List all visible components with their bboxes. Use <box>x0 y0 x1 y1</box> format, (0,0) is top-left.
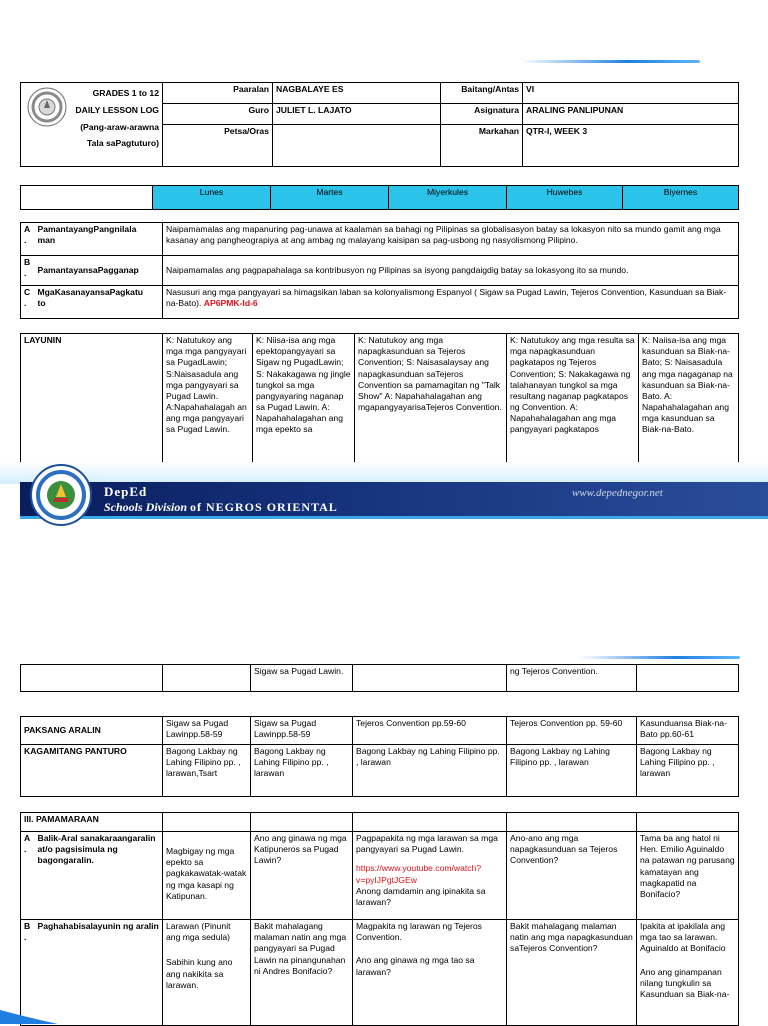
standard-b-letter: B . <box>21 256 35 286</box>
kagamitan-martes: Bagong Lakbay ng Lahing Filipino pp. , larawan <box>251 745 353 797</box>
corner-swoosh <box>0 1004 60 1024</box>
continuation-table <box>20 664 739 692</box>
standard-c-content: Nasusuri ang mga pangyayari sa himagsikan laban sa kolonyalismong Espanyol ( Sigaw sa Pugad Lawin, Tejeros Convention, Kasunduan sa Biak-na-Bato). AP6PMK-Id-6 <box>163 286 739 319</box>
school-label: Paaralan <box>163 83 273 104</box>
competency-code: AP6PMK-Id-6 <box>203 298 258 309</box>
kagamitan-miyerkules: Bagong Lakbay ng Lahing Filipino pp. , larawan <box>353 745 507 797</box>
layunin-biyernes: K: Naiisa-isa ang mga kasunduan sa Biak-na-Bato; S: Naisasadula ang mga nagaganap na kasunduan sa Biak-na-Bato. A: Napahahalagahan ang mga kasunduan sa Biak-na-Bato. <box>639 334 739 474</box>
sdo-seal-icon <box>30 464 92 526</box>
paksa-martes: Sigaw sa Pugad Lawinpp.58-59 <box>251 717 353 745</box>
paghahabi-miyerkules: Magpakita ng larawan ng Tejeros Convention. Ano ang ginawa ng mga tao sa larawan? <box>353 920 507 1026</box>
page2-swoosh <box>580 656 740 659</box>
standards-table <box>20 222 739 319</box>
cont-cell-5 <box>637 665 739 692</box>
paksa-kagamitan-table <box>20 716 739 797</box>
school-value: NAGBALAYE ES <box>273 83 441 104</box>
days-blank-cell <box>21 186 153 210</box>
balik-aral-lunes: Magbigay ng mga epekto sa pagkakawatak-watak ng mga kasapi ng Katipunan. <box>163 832 251 920</box>
dll-title-cell <box>21 83 163 167</box>
days-table <box>20 185 739 210</box>
day-miyerkules: Miyerkules <box>389 186 507 210</box>
paghahabi-letter: B . <box>21 920 35 1026</box>
day-martes: Martes <box>271 186 389 210</box>
banner-url[interactable]: www.depednegor.net <box>572 487 663 499</box>
pamamaraan-blank-4 <box>507 813 637 832</box>
standard-c-label: MgaKasanayansaPagkatu to <box>35 286 163 319</box>
cont-cell-0 <box>21 665 163 692</box>
cont-cell-1 <box>163 665 251 692</box>
date-label: Petsa/Oras <box>163 125 273 167</box>
paghahabi-label: Paghahabisalayunin ng aralin <box>35 920 163 1026</box>
teacher-value: JULIET L. LAJATO <box>273 104 441 125</box>
layunin-martes: K: Niisa-isa ang mga epektopangyayari sa Sigaw ng PugadLawin; S: Nakakagawa ng jingle tungkol sa mga pangyayaring naganap sa Pugad Lawin. A: Napahahalagahan ang mga epekto sa <box>253 334 355 474</box>
balik-aral-biyernes: Tama ba ang hatol ni Hen. Emilio Aguinaldo na patawan ng parusang kamatayan ang magkapatid na Bonifacio? <box>637 832 739 920</box>
balik-aral-martes: Ano ang ginawa ng mga Katipuneros sa Pugad Lawin? <box>251 832 353 920</box>
day-huwebes: Huwebes <box>507 186 623 210</box>
paghahabi-huwebes: Bakit mahalagang malaman natin ang mga napagkasunduan saTejeros Convention? <box>507 920 637 1026</box>
paksa-miyerkules: Tejeros Convention pp.59-60 <box>353 717 507 745</box>
dll-title-line-2: DAILY LESSON LOG <box>75 104 159 115</box>
dll-title-line-1: GRADES 1 to 12 <box>92 88 159 98</box>
day-lunes: Lunes <box>153 186 271 210</box>
cont-cell-2: Sigaw sa Pugad Lawin. <box>251 665 353 692</box>
layunin-huwebes: K: Natutukoy ang mga resulta sa mga napagkasunduan pagkatapos ng Tejeros Convention; S: Nakakagawa ng talahanayan tungkol sa mga resultang naganap pagkatapos ng Convention. A: Napahahalagahan ang mga pangyayari pagkatapos <box>507 334 639 474</box>
pamamaraan-blank-5 <box>637 813 739 832</box>
balik-aral-label: Balik-Aral sanakaraangaralin at/o pagsisimula ng bagongaralin. <box>35 832 163 920</box>
layunin-lunes: K: Natutukoy ang mga mga pangyayari sa PugadLawin; S:Naisasadula ang mga pangyayari sa Pugad Lawin. A:Napahahalagah an ang mga pangyayari sa Pugad Lawin. <box>163 334 253 474</box>
paghahabi-martes: Bakit mahalagang malaman natin ang mga pangyayari sa Pugad Lawin na pinangunahan ni Andres Bonifacio? <box>251 920 353 1026</box>
dll-title-line-4: Tala saPagtuturo) <box>87 138 159 149</box>
kagamitan-huwebes: Bagong Lakbay ng Lahing Filipino pp. , larawan <box>507 745 637 797</box>
day-biyernes: Biyernes <box>623 186 739 210</box>
banner-division <box>104 500 338 516</box>
teacher-label: Guro <box>163 104 273 125</box>
date-value <box>273 125 441 167</box>
subject-value: ARALING PANLIPUNAN <box>523 104 739 125</box>
youtube-link[interactable]: https://www.youtube.com/watch?v=pyIJPgtJGEw <box>356 863 482 885</box>
standard-a-label: PamantayangPangnilala man <box>35 223 163 256</box>
paghahabi-lunes: Larawan (Pinunit ang mga sedula) Sabihin kung ano ang nakikita sa larawan. <box>163 920 251 1026</box>
layunin-miyerkules: K: Natutukoy ang mga napagkasunduan sa Tejeros Convention; S: Naisasalaysay ang napagkasunduan saTejeros Convention sa pamamagitan ng "Talk Show" A: Napahahalagahan ang mgapangyayarisaTejeros Convention. <box>355 334 507 474</box>
kagamitan-lunes: Bagong Lakbay ng Lahing Filipino pp. , larawan,Tsart <box>163 745 251 797</box>
pamamaraan-blank-1 <box>163 813 251 832</box>
dll-title-line-3: (Pang-araw-arawna <box>80 121 159 132</box>
banner-division-script: Schools Division <box>104 500 188 514</box>
quarter-label: Markahan <box>441 125 523 167</box>
deped-footer-banner <box>0 462 768 528</box>
kagamitan-label: KAGAMITANG PANTURO <box>21 745 163 797</box>
subject-label: Asignatura <box>441 104 523 125</box>
header-swoosh <box>520 60 700 63</box>
grade-value: VI <box>523 83 739 104</box>
balik-aral-huwebes: Ano-ano ang mga napagkasunduan sa Tejeros Convention? <box>507 832 637 920</box>
standard-a-content: Naipamamalas ang mapanuring pag-unawa at kaalaman sa bahagi ng Pilipinas sa globalisasyon batay sa lokasyon nito sa mundo gamit ang mga kasanay ang pangheograpiya at ang ambag ng malayang kaisipan sa pag-usbong ng nasyolismong Pilipino. <box>163 223 739 256</box>
pamamaraan-label: III. PAMAMARAAN <box>21 813 163 832</box>
standard-c-letter: C . <box>21 286 35 319</box>
standard-b-content: Naipamamalas ang pagpapahalaga sa kontribusyon ng Pilipinas sa isyong pangdaigdig batay sa lokasyong ito sa mundo. <box>163 256 739 286</box>
kagamitan-biyernes: Bagong Lakbay ng Lahing Filipino pp. , larawan <box>637 745 739 797</box>
deped-seal-icon <box>27 87 67 127</box>
pamamaraan-blank-2 <box>251 813 353 832</box>
cont-cell-4: ng Tejeros Convention. <box>507 665 637 692</box>
standard-a-letter: A . <box>21 223 35 256</box>
paksa-huwebes: Tejeros Convention pp. 59-60 <box>507 717 637 745</box>
paksa-lunes: Sigaw sa Pugad Lawinpp.58-59 <box>163 717 251 745</box>
standard-b-label: PamantayansaPagganap <box>35 256 163 286</box>
layunin-label: LAYUNIN <box>21 334 163 474</box>
banner-division-rest: of NEGROS ORIENTAL <box>190 500 338 514</box>
paksa-biyernes: Kasunduansa Biak-na-Bato pp.60-61 <box>637 717 739 745</box>
pamamaraan-table <box>20 812 739 1026</box>
banner-top-band <box>0 462 768 484</box>
banner-brand: DepEd <box>104 484 148 499</box>
layunin-table <box>20 333 739 474</box>
balik-aral-miyerkules: Pagpapakita ng mga larawan sa mga pangyayari sa Pugad Lawin. https://www.youtube.com/watch?v=pyIJPgtJGEw Anong damdamin ang ipinakita sa larawan? <box>353 832 507 920</box>
paksa-label: PAKSANG ARALIN <box>21 717 163 745</box>
cont-cell-3 <box>353 665 507 692</box>
quarter-value: QTR-I, WEEK 3 <box>523 125 739 167</box>
grade-label: Baitang/Antas <box>441 83 523 104</box>
pamamaraan-blank-3 <box>353 813 507 832</box>
paghahabi-biyernes: Ipakita at ipakilala ang mga tao sa larawan. Aguinaldo at Bonifacio Ano ang ginampanan nilang tungkulin sa Kasunduan sa Biak-na- <box>637 920 739 1026</box>
balik-aral-letter: A . <box>21 832 35 920</box>
header-table <box>20 82 739 167</box>
banner-bottom-rule <box>20 516 768 519</box>
